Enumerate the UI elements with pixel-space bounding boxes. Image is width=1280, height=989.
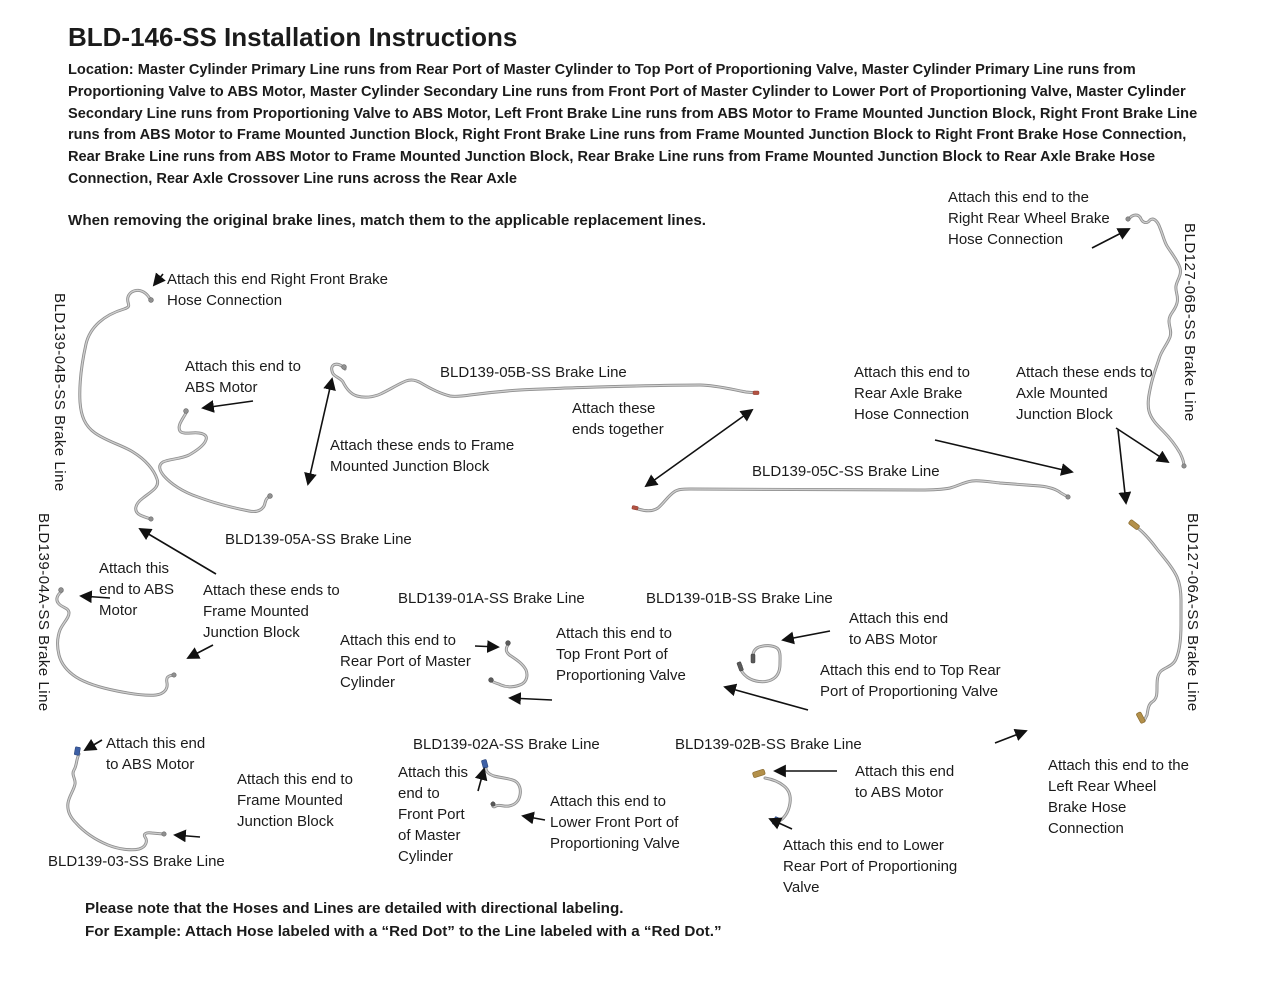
label-bld139-04a: BLD139-04A-SS Brake Line — [35, 513, 52, 712]
label-bld139-03: BLD139-03-SS Brake Line — [48, 853, 225, 870]
fitting-02a-end — [491, 802, 495, 806]
annotation-front-port-master: Attach this end to Front Port of Master Cylinder — [398, 764, 469, 865]
annotation-lower-front-port: Attach this end to Lower Front Port of Proportioning Valve — [550, 793, 680, 852]
brake-line-bld139-05a — [160, 413, 269, 512]
annotation-right-front-hose: Attach this end Right Front Brake Hose Connection — [167, 271, 388, 309]
footer-note-line2: For Example: Attach Hose labeled with a “Red Dot” to the Line labeled with a “Red Dot.” — [85, 923, 722, 940]
annotation-frame-junction-05: Attach these ends to Frame Mounted Junction Block — [330, 437, 515, 475]
fitting-01b-inner — [751, 654, 755, 663]
annotation-rear-port-master: Attach this end to Rear Port of Master Cylinder — [340, 632, 471, 691]
annotation-frame-junction-03: Attach this end to Frame Mounted Junction Block — [237, 771, 353, 830]
footer-note-line1: Please note that the Hoses and Lines are detailed with directional labeling. — [85, 900, 624, 917]
arrow-axle-junction-1 — [1116, 428, 1168, 462]
fitting-05c-left-red — [632, 505, 639, 510]
label-bld139-05a: BLD139-05A-SS Brake Line — [225, 531, 412, 548]
fitting-01b-end — [737, 662, 744, 672]
annotation-top-front-port: Attach this end to Top Front Port of Proportioning Valve — [556, 625, 686, 684]
fitting-06b-top — [1126, 217, 1130, 221]
fitting-05b-right-red — [753, 391, 759, 395]
label-bld139-02b: BLD139-02B-SS Brake Line — [675, 736, 862, 753]
fitting-05a-abs-end — [184, 409, 189, 414]
annotation-axle-junction: Attach these ends to Axle Mounted Junction Block — [1016, 364, 1153, 423]
label-bld127-06b: BLD127-06B-SS Brake Line — [1181, 223, 1198, 422]
fitting-02b-top-brass — [752, 769, 765, 778]
fitting-04a-end — [172, 673, 176, 677]
fitting-01a-top — [506, 641, 511, 646]
arrow-frame-junction-04-down — [188, 645, 213, 658]
fitting-03-top-blue — [74, 747, 80, 756]
arrow-abs-motor-03 — [85, 740, 102, 750]
annotation-rear-axle-hose: Attach this end to Rear Axle Brake Hose Connection — [854, 364, 970, 423]
arrow-frame-junction-05 — [308, 379, 332, 484]
annotation-ends-together: Attach these ends together — [572, 400, 664, 438]
arrow-axle-junction-2 — [1118, 430, 1126, 503]
annotation-abs-motor-03: Attach this end to ABS Motor — [106, 735, 206, 773]
label-bld139-01a: BLD139-01A-SS Brake Line — [398, 590, 585, 607]
brake-line-bld127-06b — [1128, 215, 1184, 466]
arrow-abs-motor-01b — [783, 631, 830, 640]
arrow-lower-front-port — [523, 816, 545, 820]
arrow-top-front-port — [510, 698, 552, 700]
arrow-abs-motor-05a — [203, 401, 253, 408]
fitting-04a-top — [59, 588, 64, 593]
annotation-top-rear-port: Attach this end to Top Rear Port of Proportioning Valve — [820, 662, 1001, 700]
fitting-06b-bottom — [1182, 464, 1186, 468]
annotation-abs-motor-04a: Attach this end to ABS Motor — [99, 560, 175, 619]
annotation-right-rear-wheel: Attach this end to the Right Rear Wheel Brake Hose Connection — [948, 189, 1110, 248]
fitting-04b-end — [149, 517, 153, 521]
label-bld139-04b: BLD139-04B-SS Brake Line — [51, 293, 68, 492]
arrow-rear-axle-hose — [935, 440, 1072, 472]
arrow-left-rear-wheel — [995, 731, 1026, 743]
brake-line-bld139-02a — [486, 766, 521, 807]
fitting-05c-right — [1066, 495, 1070, 499]
annotation-left-rear-wheel: Attach this end to the Left Rear Wheel Brake Hose Connection — [1048, 757, 1189, 837]
annotation-lower-rear-port: Attach this end to Lower Rear Port of Proportioning Valve — [783, 837, 958, 896]
arrow-front-port-master — [478, 769, 484, 791]
brake-line-bld139-05c — [638, 481, 1068, 511]
fitting-05b-left — [342, 365, 347, 370]
label-bld139-05b: BLD139-05B-SS Brake Line — [440, 364, 627, 381]
arrow-right-front-hose — [154, 274, 163, 285]
label-bld139-05c: BLD139-05C-SS Brake Line — [752, 463, 940, 480]
arrow-top-rear-port — [725, 687, 808, 710]
fitting-05a-junction-end — [268, 494, 273, 499]
fitting-02a-top-blue — [481, 759, 488, 768]
fitting-06a-top-brass — [1128, 519, 1140, 530]
match-note: When removing the original brake lines, match them to the applicable replacement lines. — [68, 212, 707, 229]
annotation-frame-junction-04: Attach these ends to Frame Mounted Junction Block — [203, 582, 340, 641]
annotation-abs-motor-02b: Attach this end to ABS Motor — [855, 763, 955, 801]
brake-line-bld139-01a — [492, 645, 527, 687]
fitting-04b-top — [149, 298, 154, 303]
annotation-abs-motor-01b: Attach this end to ABS Motor — [849, 610, 949, 648]
brake-line-bld139-04b — [80, 290, 158, 519]
brake-line-bld127-06a — [1139, 529, 1181, 721]
fitting-03-end — [162, 832, 166, 836]
label-bld139-01b: BLD139-01B-SS Brake Line — [646, 590, 833, 607]
fitting-01a-end — [489, 678, 494, 683]
page-title: BLD-146-SS Installation Instructions — [68, 22, 518, 52]
label-bld139-02a: BLD139-02A-SS Brake Line — [413, 736, 600, 753]
label-bld127-06a: BLD127-06A-SS Brake Line — [1184, 513, 1201, 712]
annotation-abs-motor-05a: Attach this end to ABS Motor — [185, 358, 301, 396]
arrow-frame-junction-03 — [175, 835, 200, 837]
location-paragraph: Location: Master Cylinder Primary Line runs from Rear Port of Master Cylinder to Top Port of Proportioning Valve, Master Cylinder Primary Line runs from Proportioning Valve to ABS Motor, Master Cylinder Secondary Line runs from Front Port of Master Cylinder to Lower Port of Proportioning Valve, Master Cylinder Secondary Line runs from Proportioning Valve to ABS Motor, Left Front Brake Line runs from ABS Motor to Frame Mounted Junction Block, Right Front Brake Line runs from ABS Motor to Frame Mounted Junction Block, Right Front Brake Line runs from Frame Mounted Junction Block to Right Front Brake Hose Connection, Rear Brake Line runs from ABS Motor to Frame Mounted Junction Block, Rear Brake Line runs from Frame Mounted Junction Block to Rear Axle Brake Hose Connection, Rear Axle Crossover Line runs across the Rear Axle — [68, 62, 1198, 187]
